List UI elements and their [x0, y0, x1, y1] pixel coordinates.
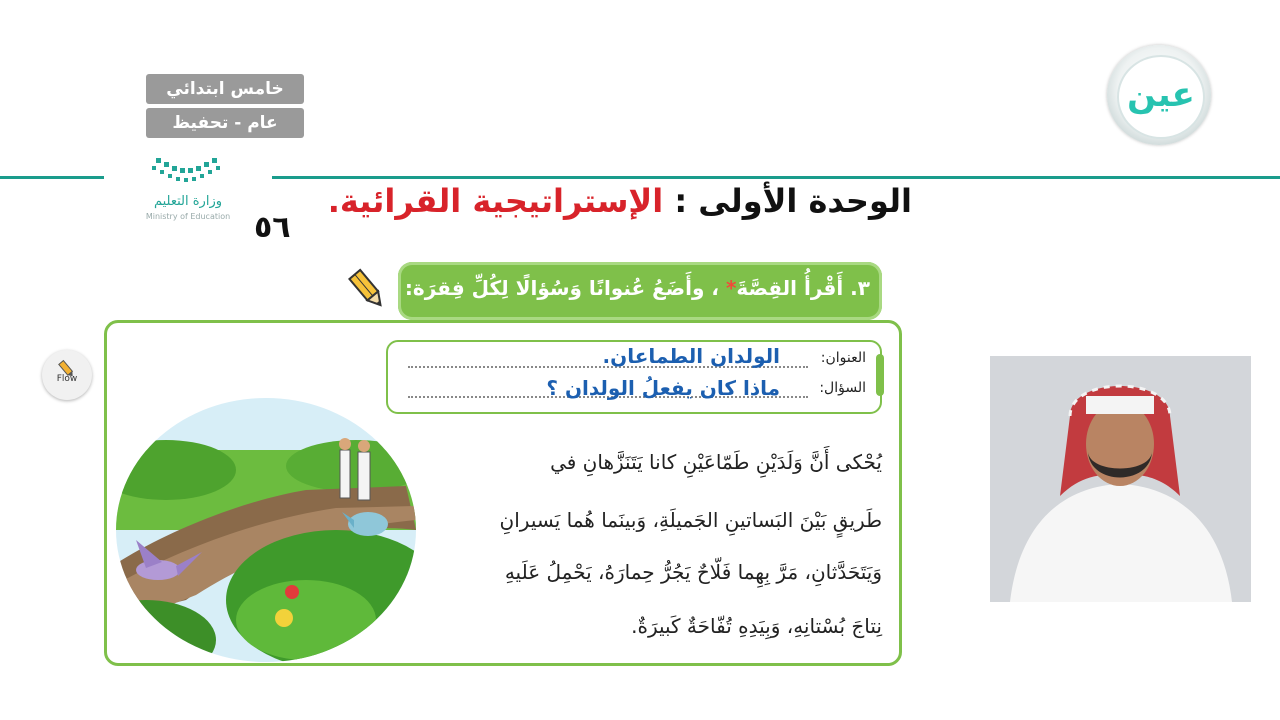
- flow-label: Flow: [56, 374, 78, 384]
- instruction-part2: ، وأَضَعُ عُنوانًا وَسُؤالًا لِكُلِّ فِقرَة:: [404, 276, 719, 300]
- presenter-video: [990, 356, 1251, 602]
- instruction-text: [405, 276, 870, 300]
- story-illustration: [106, 390, 416, 662]
- unit-name: الإستراتيجية القرائية.: [327, 182, 664, 220]
- presenter-figure: [990, 356, 1251, 602]
- flow-button[interactable]: [42, 350, 92, 400]
- question-answer: ماذا كان يفعلُ الولدان ؟: [546, 376, 780, 400]
- answer-box: [386, 340, 882, 414]
- ein-logo-inner: [1117, 55, 1205, 139]
- unit-prefix: الوحدة الأولى :: [663, 182, 912, 220]
- grade-label: خامس ابتدائي: [166, 79, 284, 99]
- ministry-logo: [104, 150, 272, 230]
- story-line: نِتاجَ بُسْتانِهِ، وَبِيَدِهِ تُفّاحَةٌ كَبيرَةٌ.: [631, 614, 882, 638]
- title-answer: الولدان الطماعان.: [602, 344, 780, 368]
- instruction-star: *: [725, 276, 737, 300]
- question-label: السؤال:: [819, 380, 866, 396]
- story-line: طَريقٍ بَيْنَ البَساتينِ الجَميلَةِ، وَبينَما هُما يَسيرانِ: [499, 508, 882, 532]
- title-label: العنوان:: [820, 350, 866, 366]
- story-line: وَيَتَحَدَّثانِ، مَرَّ بِهِما فَلّاحٌ يَجُرُّ حِمارَهُ، يَحْمِلُ عَلَيهِ: [504, 560, 882, 584]
- ein-logo: [1107, 45, 1211, 145]
- ministry-emblem-icon: [104, 150, 272, 194]
- unit-title: [328, 182, 912, 220]
- ministry-name-en: Ministry of Education: [145, 212, 231, 221]
- instruction-part1: ٣. أَقْرأُ القِصَّةَ: [736, 276, 870, 300]
- instruction-bar: [398, 262, 882, 320]
- answer-box-tab: [876, 354, 884, 396]
- ministry-name-ar: وزارة التعليم: [153, 194, 223, 209]
- story-line: يُحْكى أَنَّ وَلَدَيْنِ طَمّاعَيْنِ كانا يَتَنَزَّهانِ في: [550, 450, 882, 474]
- grade-badge: [146, 74, 304, 104]
- pencil-icon: [344, 266, 390, 312]
- page-number: ٥٦: [254, 210, 291, 245]
- track-badge: [146, 108, 304, 138]
- track-label: عام - تحفيظ: [172, 113, 278, 133]
- ein-brand-text: عين: [1127, 75, 1195, 115]
